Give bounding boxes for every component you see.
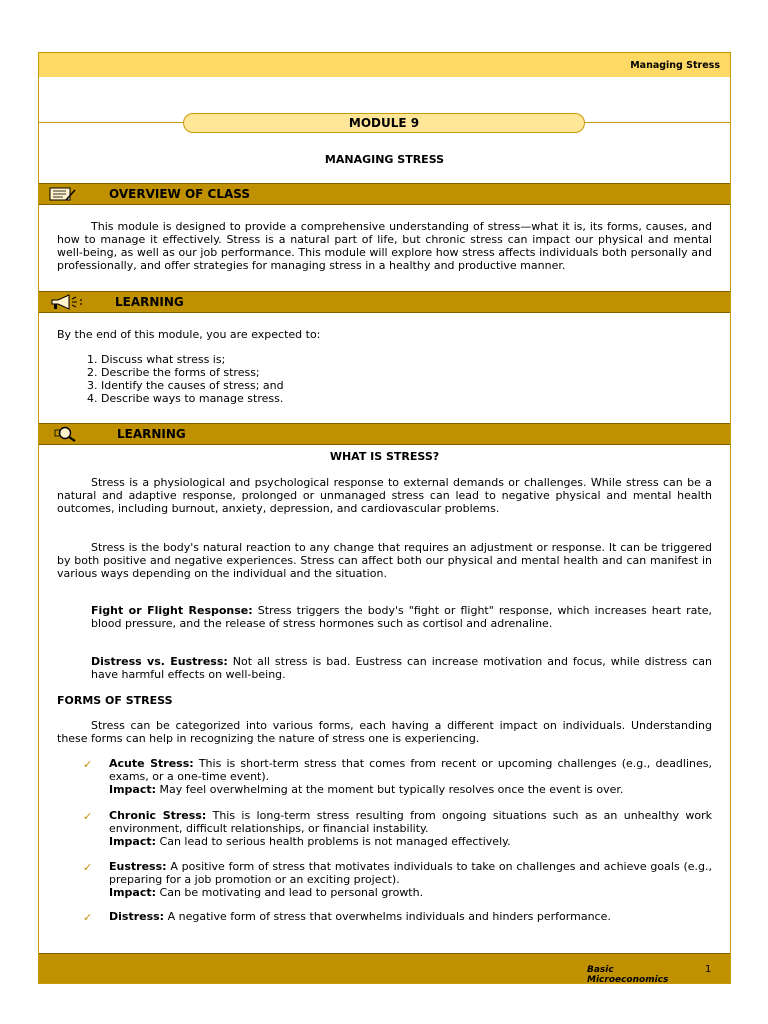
checkmark-icon: ✓ bbox=[83, 758, 93, 771]
section-label-overview: OVERVIEW OF CLASS bbox=[109, 187, 251, 201]
what-is-stress-paragraph-2: Stress is the body's natural reaction to any change that requires an adjustment or response. It can be triggered by both positive and negative experiences. Stress can affect both our physical and mental health and can manifest in various ways depending on the individual and the situation. bbox=[57, 541, 712, 580]
fight-or-flight-term: Fight or Flight Response: bbox=[91, 604, 253, 617]
section-label-objectives: LEARNING bbox=[115, 295, 184, 309]
objectives-intro: By the end of this module, you are expected to: bbox=[57, 328, 321, 341]
objective-item: 4. Describe ways to manage stress. bbox=[101, 393, 712, 406]
running-title: Managing Stress bbox=[630, 60, 720, 71]
impact-label: Impact: bbox=[109, 885, 157, 899]
distress-eustress-paragraph bbox=[91, 656, 712, 682]
notepad-pen-icon bbox=[49, 186, 93, 202]
impact-text: May feel overwhelming at the moment but typically resolves once the event is over. bbox=[156, 782, 624, 796]
page-footer bbox=[39, 953, 730, 983]
form-text: This is short-term stress that comes from recent or upcoming challenges (e.g., deadlines, exams, or a one-time event). bbox=[109, 757, 712, 783]
objective-item: 3. Identify the causes of stress; and bbox=[101, 380, 712, 393]
page-number: 1 bbox=[705, 964, 712, 975]
impact-text: Can be motivating and lead to personal growth. bbox=[156, 885, 424, 899]
form-item-eustress bbox=[109, 861, 712, 900]
document-page bbox=[38, 52, 731, 984]
checkmark-icon: ✓ bbox=[83, 861, 93, 874]
forms-intro: Stress can be categorized into various forms, each having a different impact on individuals. Understanding these forms can help in recognizing the nature of stress one is experiencing. bbox=[57, 719, 712, 745]
form-term: Eustress: bbox=[109, 860, 167, 873]
objective-item: 1. Discuss what stress is; bbox=[101, 354, 712, 367]
checkmark-icon: ✓ bbox=[83, 810, 93, 823]
magnifier-icon bbox=[49, 426, 93, 442]
objectives-list bbox=[57, 354, 712, 406]
form-text: This is long-term stress resulting from ongoing situations such as an unhealthy work environment, difficult relationships, or financial instability. bbox=[109, 809, 712, 835]
forms-heading: FORMS OF STRESS bbox=[57, 694, 173, 707]
fight-or-flight-text: Stress triggers the body's "fight or flight" response, which increases heart rate, blood pressure, and the release of stress hormones such as cortisol and adrenaline. bbox=[91, 604, 712, 630]
objective-item: 2. Describe the forms of stress; bbox=[101, 367, 712, 380]
footer-course-name: Basic Microeconomics bbox=[587, 965, 669, 983]
form-item-acute bbox=[109, 758, 712, 797]
form-item-distress bbox=[109, 911, 712, 924]
form-term: Acute Stress: bbox=[109, 757, 194, 770]
section-bar-objectives bbox=[39, 291, 730, 313]
page-header bbox=[39, 53, 730, 77]
section-label-content: LEARNING bbox=[117, 427, 186, 441]
form-text: A negative form of stress that overwhelms individuals and hinders performance. bbox=[164, 910, 611, 923]
fight-or-flight-paragraph bbox=[91, 605, 712, 631]
what-is-stress-paragraph-1: Stress is a physiological and psychological response to external demands or challenges. While stress can be a natural and adaptive response, prolonged or unmanaged stress can lead to negative physical and mental health outcomes, including burnout, anxiety, depression, and cardiovascular problems. bbox=[57, 476, 712, 515]
distress-eustress-text: Not all stress is bad. Eustress can increase motivation and focus, while distress can have harmful effects on well-being. bbox=[91, 655, 712, 681]
section-bar-content bbox=[39, 423, 730, 445]
section-bar-overview bbox=[39, 183, 730, 205]
impact-label: Impact: bbox=[109, 782, 157, 796]
impact-text: Can lead to serious health problems is not managed effectively. bbox=[156, 834, 511, 848]
module-label: MODULE 9 bbox=[183, 113, 585, 133]
checkmark-icon: ✓ bbox=[83, 911, 93, 924]
form-text: A positive form of stress that motivates individuals to take on challenges and achieve goals (e.g., preparing for a job promotion or an exciting project). bbox=[109, 860, 712, 886]
module-title: MANAGING STRESS bbox=[324, 153, 445, 166]
overview-paragraph: This module is designed to provide a comprehensive understanding of stress—what it is, its forms, causes, and how to manage it effectively. Stress is a natural part of life, but chronic stress can impact our physical and mental well-being, as well as our job performance. This module will explore how stress affects individuals both personally and professionally, and offer strategies for managing stress in a healthy and productive manner. bbox=[57, 220, 712, 272]
megaphone-icon bbox=[49, 294, 93, 310]
what-is-stress-heading: WHAT IS STRESS? bbox=[329, 450, 440, 463]
form-term: Chronic Stress: bbox=[109, 809, 207, 822]
form-item-chronic bbox=[109, 810, 712, 849]
impact-label: Impact: bbox=[109, 834, 157, 848]
distress-eustress-term: Distress vs. Eustress: bbox=[91, 655, 228, 668]
form-term: Distress: bbox=[109, 910, 165, 923]
